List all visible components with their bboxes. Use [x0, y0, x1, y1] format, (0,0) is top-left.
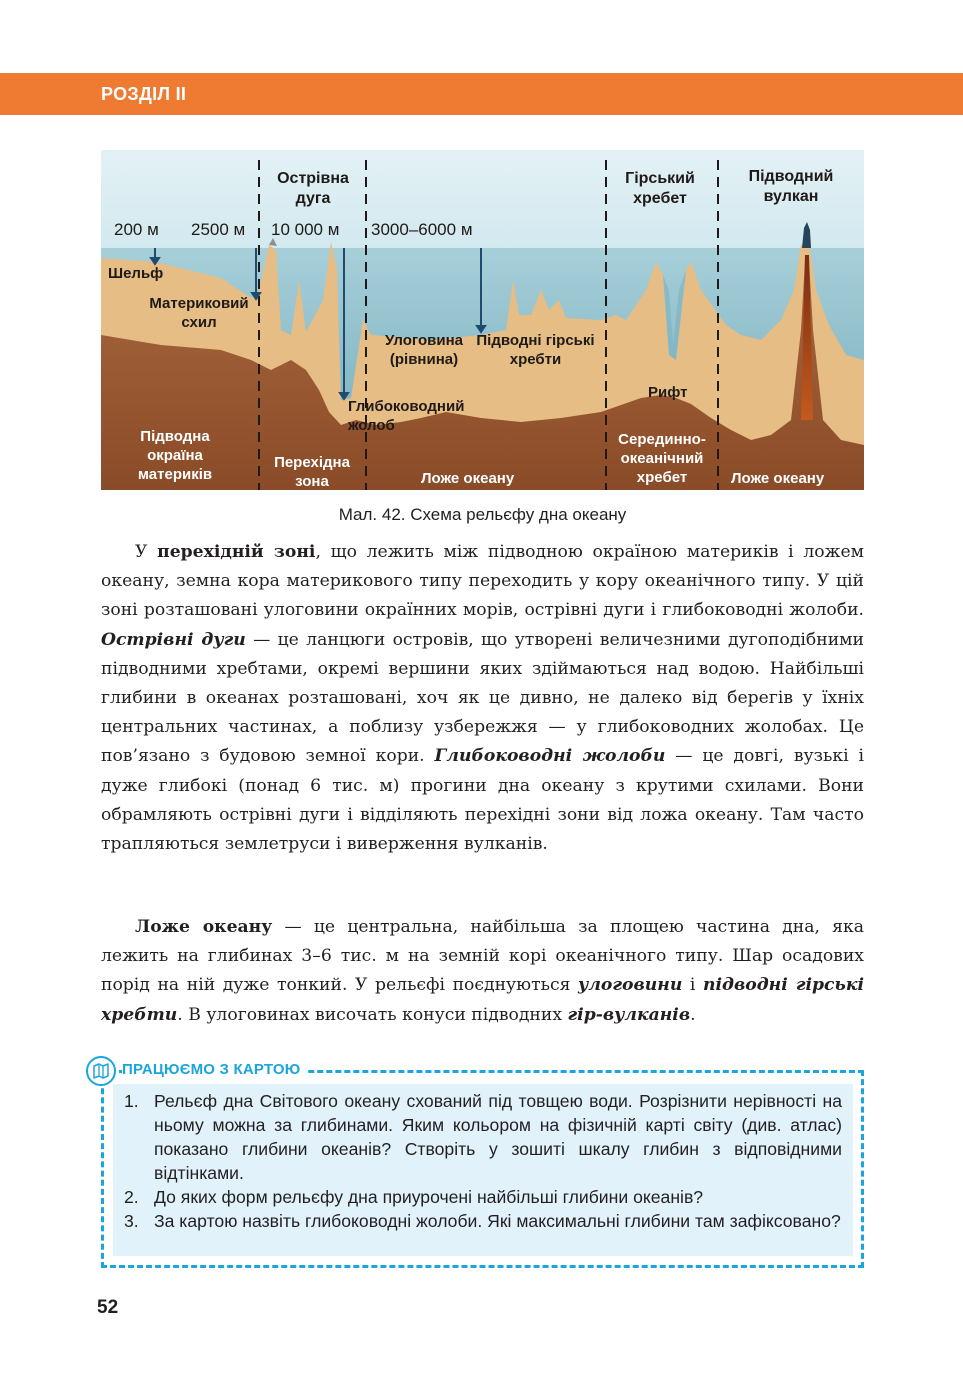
- label-trench: Глибоководний жолоб: [348, 398, 465, 434]
- task-item: [124, 1209, 842, 1233]
- label-mountain-ridge: Гірський хребет: [625, 170, 695, 207]
- text: — це ланцюги островів, що утворені величезними дугоподібними підводними хребтами, окремі вершини яких здіймаються над водою. Найбільші глибини в океанах розташовані, хоч як це дивно, не далеко від берегів у їхніх центральних частинах, а поблизу узбережжя — у глибоководних жолобах. Це пов’язано з будовою земної кори.: [101, 629, 864, 767]
- label-shelf: Шельф: [108, 265, 164, 282]
- label-mid-ocean-ridge: Серединно-океанічний хребет: [618, 431, 706, 486]
- figure-caption: Мал. 42. Схема рельєфу дна океану: [338, 505, 627, 524]
- paragraph-ocean-floor: [101, 913, 864, 1030]
- text: і: [682, 975, 703, 996]
- text: — це довгі, вузькі і дуже глибокі (понад 6 тис. м) прогини дна океану з крутими схилами. Вони обрамляють острівні дуги і відділяють перехідні зони від ложа океану. Там часто трапляються землетруси і виверження вулканів.: [101, 746, 864, 855]
- term-ocean-floor: Ложе океану: [135, 917, 273, 937]
- label-rift: Рифт: [648, 384, 688, 401]
- term-underwater-ridges: підводні гірські хребти: [101, 975, 864, 1025]
- depth-10000: 10 000 м: [271, 220, 340, 239]
- term-volcanoes: гір-вулканів: [567, 1004, 691, 1025]
- label-continental-margin: Підводна окраїна материків: [137, 428, 213, 483]
- text: — це центральна, найбільша за площею частина дна, яка лежить на глибинах 3–6 тис. м на земній корі океанічного типу. Шар осадових порід на ній дуже тонкий. У рельєфі поєднуються: [101, 917, 864, 996]
- page-number: 52: [97, 1297, 119, 1318]
- task-number: 2.: [124, 1187, 139, 1207]
- task-item: [124, 1089, 842, 1185]
- label-transition-zone: Перехідна зона: [274, 454, 350, 490]
- term-trenches: Глибоководні жолоби: [434, 746, 666, 767]
- term-island-arcs: Острівні дуги: [101, 629, 246, 650]
- task-text: За картою назвіть глибоководні жолоби. Які максимальні глибини там зафіксовано?: [154, 1211, 841, 1231]
- task-number: 1.: [124, 1091, 139, 1111]
- task-item: [124, 1185, 842, 1209]
- task-list: [124, 1089, 842, 1233]
- text: .: [690, 1004, 696, 1025]
- label-continental-slope: Материковий схил: [149, 295, 249, 331]
- task-number: 3.: [124, 1211, 139, 1231]
- label-underwater-volcano: Підводний вулкан: [748, 168, 834, 205]
- term-basins: улоговини: [578, 975, 683, 996]
- text: У: [135, 542, 158, 562]
- label-underwater-ridges: Підводні гірські хребти: [476, 332, 595, 368]
- task-text: Рельєф дна Світового океану схований під товщею води. Розрізнити нерівності на ньому можна за глибинами. Яким кольором на фізичній карті світу (див. атлас) показано глибини океанів? Створіть у зошиті шкалу глибин з відповідними відтінками.: [154, 1091, 842, 1183]
- term-transition-zone: перехідній зоні: [157, 542, 316, 562]
- task-text: До яких форм рельєфу дна приурочені найбільші глибини океанів?: [154, 1187, 704, 1207]
- depth-200: 200 м: [114, 220, 159, 239]
- text: , що лежить між підводною окраїною материків і ложем океану, земна кора материкового типу переходить у кору океанічного типу. У цій зоні розташовані улоговини окраїнних морів, острівні дуги і глибоководні жолоби.: [101, 542, 864, 621]
- section-header-bar: [0, 73, 963, 115]
- text: . В улоговинах височать конуси підводних: [177, 1004, 568, 1025]
- paragraph-transition-zone: [101, 538, 864, 859]
- map-icon: [86, 1056, 116, 1086]
- depth-3000-6000: 3000–6000 м: [371, 220, 473, 239]
- label-island-arc: Острівна дуга: [277, 170, 349, 207]
- label-ocean-floor-2: Ложе океану: [731, 470, 825, 487]
- map-icon-glyph: [92, 1062, 110, 1080]
- ocean-floor-diagram: [101, 150, 864, 490]
- section-label: РОЗДІЛ ІІ: [101, 84, 187, 104]
- label-ocean-floor-1: Ложе океану: [421, 470, 515, 487]
- depth-2500: 2500 м: [191, 220, 246, 239]
- task-heading: ПРАЦЮЄМО З КАРТОЮ: [122, 1061, 306, 1078]
- label-basin: Улоговина (рівнина): [385, 332, 463, 368]
